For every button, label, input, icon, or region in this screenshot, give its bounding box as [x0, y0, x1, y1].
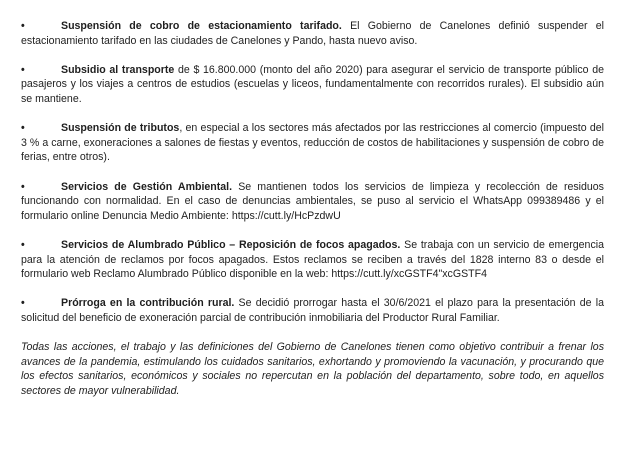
- item-heading: Prórroga en la contribución rural.: [61, 297, 235, 310]
- list-item-gestion-ambiental: [21, 180, 604, 224]
- list-item-text: [21, 121, 604, 165]
- item-body: Se decidió prorrogar hasta el 30/6/2021 el plazo para la presentación de la solicitud del beneficio de exoneración parcial de contribución inmobiliaria del Productor Rural Familiar.: [21, 297, 604, 324]
- item-body: , en especial a los sectores más afectados por las restricciones al comercio (impuesto del 3 % a carne, exoneraciones a salones de fiestas y eventos, reducción de costos de habilitaciones y suspensión de cobro de ferias, entre otros).: [21, 122, 604, 164]
- bullet-marker: •: [21, 297, 25, 310]
- item-heading: Suspensión de tributos: [61, 122, 180, 135]
- bullet-marker: •: [21, 238, 25, 251]
- list-item-estacionamiento: [21, 19, 604, 48]
- list-item-text: [21, 180, 604, 224]
- list-item-alumbrado: [21, 238, 604, 282]
- bullet-marker: •: [21, 180, 25, 193]
- item-body: de $ 16.800.000 (monto del año 2020) para asegurar el servicio de transporte público de pasajeros y los viajes a centros de estudios (escuelas y liceos, fundamentalmente con recorridos rurales). El subsidio aún se mantiene.: [21, 63, 605, 105]
- closing-paragraph: Todas las acciones, el trabajo y las definiciones del Gobierno de Canelones tienen como objetivo contribuir a frenar los avances de la pandemia, estimulando los cuidados sanitarios, exhortando y promoviendo la vacunación, y procurando que los efectos sanitarios, económicos y sociales no repercutan en la población del departamento, sobre todo, en aquellos sectores de mayor vulnerabilidad.: [21, 341, 604, 397]
- list-item-transporte: [21, 63, 604, 107]
- list-item-contribucion-rural: [21, 296, 604, 325]
- list-item-text: [21, 19, 604, 48]
- list-item-text: [21, 296, 604, 325]
- item-body: Se trabaja con un servicio de emergencia para la atención de reclamos por focos apagados. Estos reclamos se reciben a través del 1828 interno 83 o desde el formulario web Reclamo Alumbrado Público disponible en la web: https://cutt.ly/xcGSTF4"xcGSTF4: [21, 238, 604, 281]
- item-heading: Servicios de Gestión Ambiental.: [61, 180, 233, 193]
- list-item-text: [21, 63, 604, 107]
- item-body: Se mantienen todos los servicios de limpieza y recolección de residuos funcionando con normalidad. En el caso de denuncias ambientales, se puso al servicio el WhatsApp 099389486 y el formulario online Denuncia Medio Ambiente: https://cutt.ly/HcPzdwU: [21, 180, 604, 222]
- item-heading: Servicios de Alumbrado Público – Reposición de focos apagados.: [61, 238, 401, 251]
- bullet-marker: •: [21, 122, 25, 135]
- item-body: El Gobierno de Canelones definió suspender el estacionamiento tarifado en las ciudades de Canelones y Pando, hasta nuevo aviso.: [21, 20, 605, 47]
- item-heading: Suspensión de cobro de estacionamiento tarifado.: [61, 20, 342, 32]
- item-heading: Subsidio al transporte: [61, 63, 175, 76]
- bullet-marker: •: [21, 20, 25, 32]
- list-item-tributos: [21, 121, 604, 165]
- bullet-marker: •: [21, 63, 25, 76]
- list-item-text: [21, 238, 604, 282]
